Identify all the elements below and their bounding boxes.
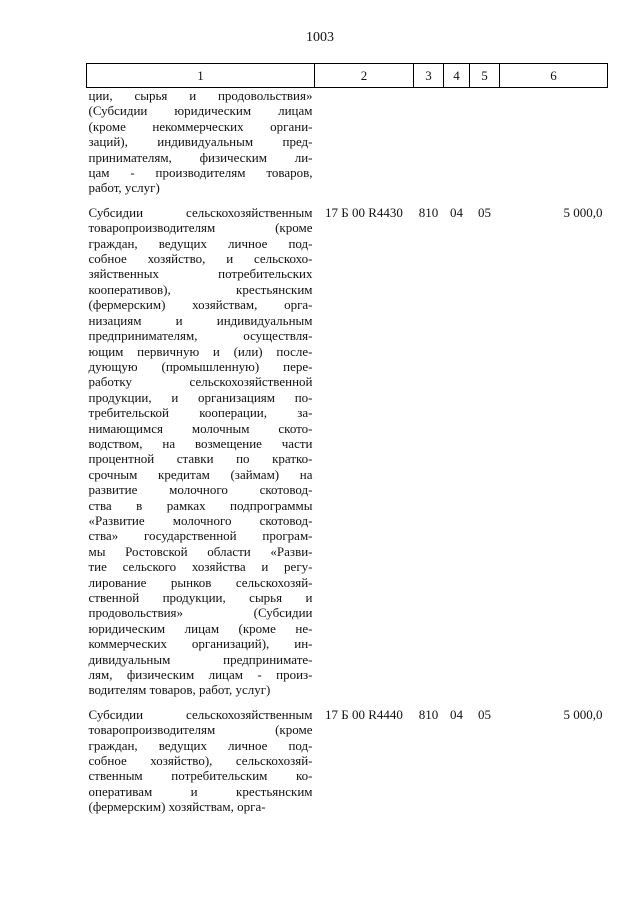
description-line: лирование рынков сельскохозяй- [88, 574, 313, 590]
description-cell [87, 88, 315, 196]
description-line: граждан, ведущих личное под- [88, 235, 313, 251]
description-line: лям, физическим лицам - произ- [88, 667, 313, 683]
table-row [87, 205, 608, 698]
table-row [87, 707, 608, 815]
description-line: (кроме некоммерческих органи- [88, 118, 313, 134]
description-line: Субсидии сельскохозяйственным [88, 706, 313, 722]
description-line: ющим первичную и (или) после- [88, 343, 313, 359]
description-line: товаропроизводителям (кроме [88, 722, 313, 738]
description-cell [87, 205, 315, 698]
description-line: нимающимся молочным ското- [88, 420, 313, 436]
description-line: ства в рамках подпрограммы [88, 497, 313, 513]
description-line: ции, сырья и продовольствия» [88, 88, 313, 103]
description-line: «Развитие молочного скотовод- [88, 512, 313, 528]
target-article-cell: 17 Б 00 R4430 [325, 204, 403, 220]
target-article-cell [315, 88, 414, 196]
expense-type-cell: 810 [418, 204, 439, 220]
expense-type-cell [414, 88, 444, 196]
description-line: оперативам и крестьянским [88, 783, 313, 799]
expense-type-cell: 810 [418, 706, 439, 722]
description-line: товаропроизводителям (кроме [88, 220, 313, 236]
description-line: предпринимателям, осуществля- [88, 328, 313, 344]
header-col-1: 1 [87, 64, 315, 88]
amount-cell [500, 88, 608, 196]
description-line: граждан, ведущих личное под- [88, 737, 313, 753]
description-line: коммерческих организаций), ин- [88, 636, 313, 652]
description-line: ственной продукции, сырья и [88, 590, 313, 605]
table-row [87, 88, 608, 196]
description-line: низациям и индивидуальным [88, 312, 313, 328]
description-line: продовольствия» (Субсидии [88, 605, 313, 621]
description-cell [87, 707, 315, 815]
header-col-4: 4 [444, 64, 470, 88]
description-line: требительской кооперации, за- [88, 405, 313, 421]
target-article-cell: 17 Б 00 R4440 [325, 706, 403, 722]
description-line: процентной ставки по кратко- [88, 451, 313, 467]
section-cell [444, 88, 470, 196]
description-line: зяйственных потребительских [88, 266, 313, 282]
description-line: развитие молочного скотовод- [88, 482, 313, 498]
header-col-6: 6 [500, 64, 608, 88]
description-line: ства» государственной програм- [88, 528, 313, 544]
section-cell: 04 [450, 204, 463, 220]
table-body [87, 88, 608, 815]
subsection-cell: 05 [478, 204, 491, 220]
description-line: срочным кредитам (займам) на [88, 466, 313, 482]
description-line: мы Ростовской области «Разви- [88, 543, 313, 559]
description-line: кооперативов), крестьянским [88, 281, 313, 297]
description-line: собное хозяйство), сельскохозяй- [88, 753, 313, 769]
subsection-cell [470, 88, 500, 196]
row-spacer-cell [87, 196, 608, 205]
description-line: водством, на возмещение части [88, 435, 313, 451]
row-spacer [87, 698, 608, 707]
amount-cell: 5 000,0 [563, 706, 603, 722]
table-header-row [87, 64, 608, 88]
description-line: заций), индивидуальным пред- [88, 134, 313, 150]
description-line: водителям товаров, работ, услуг) [88, 682, 271, 698]
description-line: цам - производителям товаров, [88, 165, 313, 181]
row-spacer-cell [87, 698, 608, 707]
description-line: собное хозяйство, и сельскохо- [88, 251, 313, 267]
description-line: тие сельского хозяйства и регу- [88, 559, 313, 575]
description-line: (фермерским) хозяйствам, орга- [88, 799, 266, 815]
page-number: 1003 [306, 30, 334, 45]
description-line: дующую (промышленную) пере- [88, 358, 313, 374]
header-col-5: 5 [470, 64, 500, 88]
description-line: ственным потребительским ко- [88, 768, 313, 784]
header-col-2: 2 [315, 64, 414, 88]
description-line: принимателям, физическим ли- [88, 149, 313, 165]
description-line: работ, услуг) [88, 180, 160, 196]
section-cell: 04 [450, 706, 463, 722]
description-line: работку сельскохозяйственной [88, 374, 313, 390]
description-line: юридическим лицам (кроме не- [88, 620, 313, 636]
row-spacer [87, 196, 608, 205]
description-line: продукции, и организациям по- [88, 389, 313, 405]
description-line: (фермерским) хозяйствам, орга- [88, 297, 313, 313]
description-line: Субсидии сельскохозяйственным [88, 204, 313, 220]
amount-cell: 5 000,0 [563, 204, 603, 220]
header-col-3: 3 [414, 64, 444, 88]
description-line: дивидуальным предпринимате- [88, 651, 313, 667]
subsection-cell: 05 [478, 706, 491, 722]
description-line: (Субсидии юридическим лицам [88, 103, 313, 119]
budget-table [86, 63, 608, 815]
